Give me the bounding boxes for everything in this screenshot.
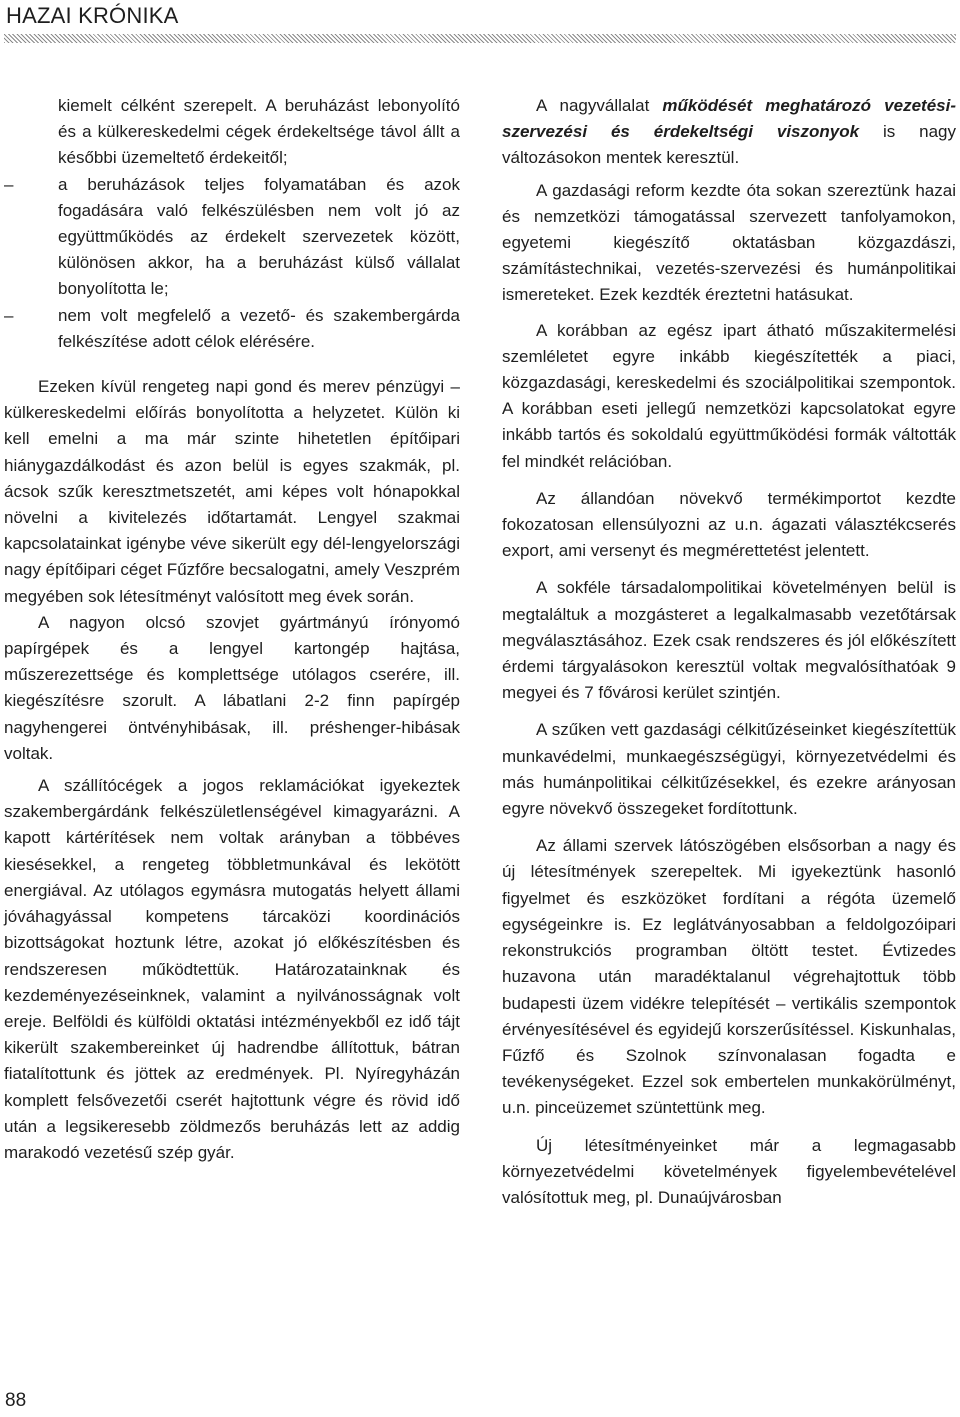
- dash-marker: –: [4, 305, 14, 325]
- bullet-text: nem volt megfelelő a vezető- és szakembergárda felkészítése adott célok elérésére.: [58, 305, 460, 351]
- page-number: 88: [5, 1390, 27, 1411]
- left-bullet-item: [4, 303, 460, 355]
- right-paragraph: Az állami szervek látószögében elsősorban a nagy és új létesítmények szerepeltek. Mi igyekeztünk hasonló figyelmet és eszközöket fordítani a régóta üzemelő egységeinkre is. Ez leglátványosabban a feldolgozóipari rekonstrukciós programban öltött testet. Évtizedes huzavona után maradéktalanul végrehajtottuk több budapesti üzem vidékre telepítését – vertikális szempontok érvényesítésével és egyidejű korszerűsítéssel. Kiskunhalas, Fűzfő és Szolnok színvonalasan fogadta e tevékenységeket. Ezzel sok embertelen munkakörülményt, u.n. pinceüzemet szüntettünk meg.: [502, 836, 956, 1118]
- right-paragraph: A sokféle társadalompolitikai követelményen belül is megtaláltuk a mozgásteret a legalkalmasabb vezetőtársak megválasztásához. Ezek csak rendszeres és jól előkészített érdemi tárgyalásokon keresztül voltak megvalósíthatóak 9 megyei és 7 fővárosi kerület szintjén.: [502, 578, 956, 703]
- lead-text: A nagyvállalat: [536, 96, 663, 115]
- header-hatched-rule: [4, 34, 956, 43]
- left-column: [4, 93, 460, 1166]
- right-paragraph: A korábban az egész ipart átható műszakitermelési szemléletet egyre inkább kiegészítették a piaci, közgazdasági, kereskedelmi és szociálpolitikai szempontok. A korábban eseti jellegű nemzetközi kapcsolatokat egyre inkább tartós és sokoldalú együttműködési formák váltották fel mindkét relációban.: [502, 320, 956, 471]
- right-paragraph: A gazdasági reform kezdte óta sokan szereztünk hazai és nemzetközi támogatással szervezett tanfolyamokon, egyetemi kiegészítő oktatásban közgazdászi, számítástechnikai, vezetés-szervezési és humánpolitikai ismereteket. Ezek kezdték éreztetni hatásukat.: [502, 180, 956, 305]
- right-paragraph: A szűken vett gazdasági célkitűzéseinket kiegészítettük munkavédelmi, munkaegészségügyi, környezetvédelmi és más humánpolitikai célkitűzésekkel, és ezekre arányosan egyre növekvő összegeket fordítottunk.: [502, 720, 956, 819]
- bullet-text: a beruházások teljes folyamatában és azok fogadására való felkészülésben nem volt jó az együttműködés az érdekelt szervezetek között, különösen akkor, ha a beruházást külső vállalat bonyolította le;: [58, 174, 460, 299]
- right-column: [502, 93, 956, 1211]
- left-bullet-item: [4, 172, 460, 303]
- dash-marker: –: [4, 174, 14, 194]
- lead-emphasis: működését meghatározó vezetési-szervezési és érdekeltségi viszonyok: [502, 96, 956, 142]
- right-paragraph: Új létesítményeinket már a legmagasabb környezetvédelmi követelmények figyelembevételével valósítottuk meg, pl. Dunaújvárosban: [502, 1135, 956, 1207]
- left-paragraph: A szállítócégek a jogos reklamációkat igyekeztek szakembergárdánk felkészületlenségével kimagyarázni. A kapott kártérítések nem voltak arányban a többéves kiesésekkel, a rengeteg többletmunkával és lekötött energiával. Az utólagos egymásra mutogatás helyett állami jóváhagyással kompetens tárcaközi koordinációs bizottságokat hoztunk létre, azokat jó előkészítésben és rendszeresen működtettük. Határozatainknak és kezdeményezéseinknek, valamint a nyilvánosságnak volt ereje. Belföldi és külföldi oktatási intézményekből ez idő tájt kikerült szakembereinket új hadrendbe állítottuk, bátran fiatalítottunk és jöttek az eredmények. Pl. Nyíregyházán komplett felsővezetői cserét hajtottunk végre és rövid idő után a legsikeresebb zöldmezős beruházás lett az addig marakodó vezetésű szép gyár.: [4, 776, 460, 1162]
- page-header-title: HAZAI KRÓNIKA: [6, 3, 179, 28]
- left-paragraph: A nagyon olcsó szovjet gyártmányú írónyomó papírgépek és a lengyel kartongép hajtása, műszerezettsége és komplettsége utólagos cserére, ill. kiegészítésre szorult. A lábatlani 2-2 finn papírgép nagyhengerei öntvényhibásak, ill. préshenger-hibásak voltak.: [4, 612, 460, 763]
- right-lead-paragraph: [502, 93, 956, 172]
- right-paragraph: Az állandóan növekvő termékimportot kezdte fokozatosan ellensúlyozni az u.n. ágazati választékcserés export, ami versenyt és megmérettetést jelentett.: [502, 488, 956, 561]
- left-paragraph: Ezeken kívül rengeteg napi gond és merev pénzügyi – külkereskedelmi előírás bonyolította a helyzetet. Külön ki kell emelni a ma már szinte hihetetlen építőipari hiánygazdálkodást és azon belül is egyes szakmák, pl. ácsok szűk keresztmetszetét, ami képes volt hónapokkal növelni a kivitelezés időtartamát. Lengyel szakmai kapcsolatainkat igénybe véve sikerült egy dél-lengyelországi nagy építőipari céget Fűzfőre becsalogatni, amely Veszprém megyében sok létesítményt valósított meg évek során.: [4, 377, 460, 606]
- left-intro-paragraph: kiemelt célként szerepelt. A beruházást lebonyolító és a külkereskedelmi cégek érdekeltsége távol állt a későbbi üzemeltető érdekeitől;: [58, 96, 460, 168]
- lead-text: is nagy változásokon mentek keresztül.: [502, 122, 957, 168]
